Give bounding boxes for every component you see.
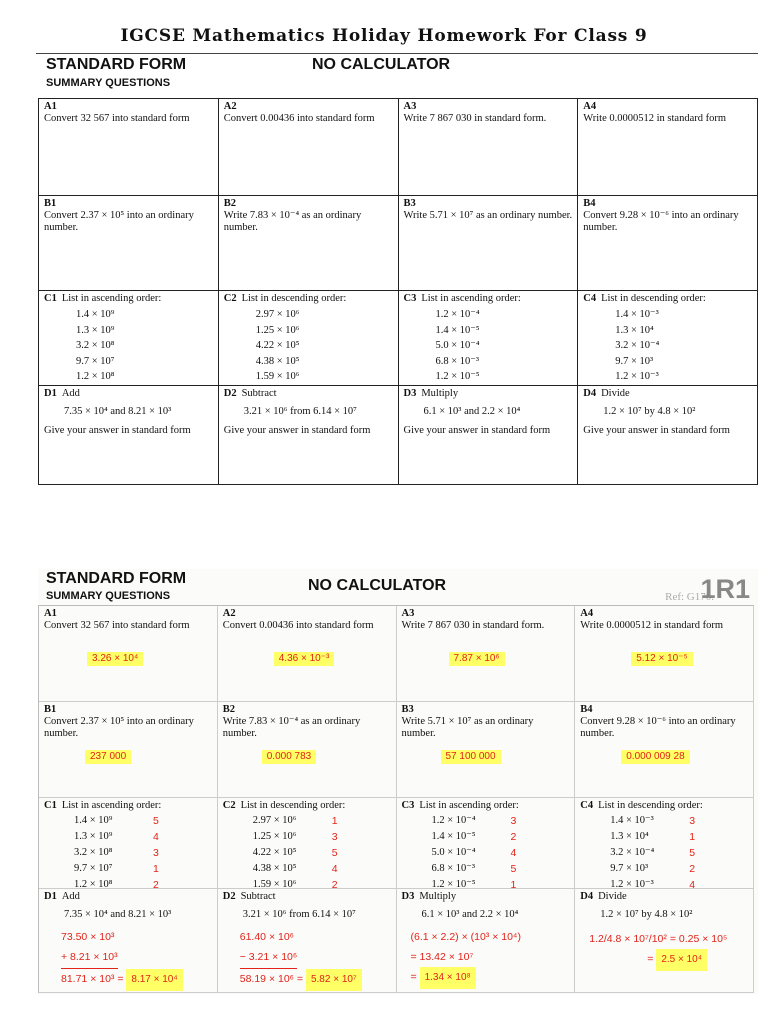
list-value: 9.7 × 10³ [610, 863, 649, 874]
question-text: Convert 0.00436 into standard form [222, 620, 374, 631]
list-item [610, 861, 730, 877]
answer-c2 [218, 798, 397, 889]
question-label: A1 [44, 608, 57, 619]
list-item [74, 845, 194, 861]
question-c2 [219, 291, 399, 386]
question-op: Subtract [240, 891, 276, 902]
answer-highlight: 3.26 × 10⁴ [87, 652, 143, 666]
rank-mark: 3 [510, 815, 517, 827]
question-label: B2 [223, 198, 237, 209]
rank-mark: 5 [331, 847, 338, 859]
work-line: 61.40 × 10⁶ [239, 931, 294, 943]
question-op: Add [61, 891, 80, 902]
question-label: C1 [44, 800, 57, 811]
question-label: A2 [222, 608, 236, 619]
work-line [240, 969, 362, 991]
list-value: 1.4 × 10⁻³ [610, 815, 654, 826]
list-item: 1.59 × 10⁶ [255, 371, 300, 382]
list-item [610, 845, 730, 861]
work-text: = [647, 953, 654, 965]
question-label: D2 [222, 891, 236, 902]
work-text: 81.71 × 10³ = [61, 973, 124, 985]
number-list [253, 813, 391, 889]
list-value: 9.7 × 10⁷ [74, 863, 113, 874]
question-expression: 3.21 × 10⁶ from 6.14 × 10⁷ [243, 406, 357, 417]
question-b1 [39, 196, 219, 291]
list-item: 5.0 × 10⁻⁴ [435, 340, 480, 351]
list-item [253, 813, 373, 829]
list-item [253, 877, 373, 889]
question-d4 [578, 386, 758, 485]
question-c3 [399, 291, 579, 386]
list-item: 1.2 × 10⁻⁴ [435, 309, 480, 320]
question-label: A4 [580, 608, 594, 619]
list-item: 1.25 × 10⁶ [255, 324, 300, 336]
question-label: A3 [403, 101, 417, 112]
question-label: D4 [583, 388, 597, 399]
question-text: List in descending order: [598, 800, 703, 811]
list-value: 1.4 × 10⁹ [74, 815, 113, 826]
question-label: B4 [580, 704, 593, 715]
list-value: 1.4 × 10⁻⁵ [431, 831, 476, 842]
list-item: 1.2 × 10⁻⁵ [435, 371, 480, 382]
list-value: 1.2 × 10⁸ [74, 879, 113, 889]
number-list [76, 307, 213, 385]
rank-mark: 2 [510, 831, 517, 843]
question-label: D4 [580, 891, 594, 902]
section-title: STANDARD FORM [46, 570, 187, 587]
number-list [436, 307, 573, 385]
question-expression: 3.21 × 10⁶ from 6.14 × 10⁷ [242, 909, 356, 920]
list-item: 6.8 × 10⁻³ [435, 355, 479, 367]
work-line: 73.50 × 10³ [61, 931, 115, 943]
question-text: Convert 0.00436 into standard form [223, 113, 375, 124]
list-item [74, 829, 194, 845]
question-text: Write 7 867 030 in standard form. [403, 113, 547, 124]
question-expression: 7.35 × 10⁴ and 8.21 × 10³ [64, 909, 172, 920]
answer-highlight: 57 100 000 [441, 750, 501, 764]
list-value: 3.2 × 10⁸ [74, 847, 113, 858]
answer-d4 [575, 889, 754, 993]
section-subtitle: SUMMARY QUESTIONS [46, 77, 171, 89]
rank-mark: 3 [153, 847, 159, 859]
question-op: Divide [601, 388, 630, 399]
rank-mark: 4 [153, 831, 159, 843]
answer-d1 [39, 889, 218, 993]
list-item [432, 845, 552, 861]
rank-mark: 2 [331, 879, 338, 889]
question-expression: 6.1 × 10³ and 2.2 × 10⁴ [421, 909, 519, 920]
question-label: C1 [44, 293, 57, 304]
list-item [253, 861, 373, 877]
reference-code: 1R1 [700, 574, 750, 604]
work-line-underlined: − 3.21 × 10⁶ [240, 947, 297, 969]
list-item: 1.4 × 10⁻³ [615, 309, 659, 320]
question-text: List in ascending order: [61, 293, 162, 304]
answer-b4 [575, 702, 754, 798]
question-expression: 1.2 × 10⁷ by 4.8 × 10² [600, 909, 693, 920]
question-footer: Give your answer in standard form [223, 425, 371, 436]
question-label: B3 [403, 198, 416, 209]
list-item [74, 877, 194, 889]
list-value: 5.0 × 10⁻⁴ [431, 847, 476, 858]
question-text: Write 7.83 × 10⁻⁴ as an ordinary number. [222, 716, 361, 739]
question-text: Write 5.71 × 10⁷ as an ordinary number. [403, 210, 573, 221]
list-item: 4.22 × 10⁵ [255, 340, 300, 351]
work-text: = [410, 971, 417, 983]
questions-section [38, 55, 758, 487]
number-list [615, 307, 752, 385]
question-b4 [578, 196, 758, 291]
question-expression: 6.1 × 10³ and 2.2 × 10⁴ [423, 406, 521, 417]
question-label: B1 [44, 198, 57, 209]
question-label: A2 [223, 101, 237, 112]
question-label: B2 [222, 704, 236, 715]
question-a4 [578, 99, 758, 196]
question-text: Convert 32 567 into standard form [44, 620, 190, 631]
question-footer: Give your answer in standard form [583, 425, 730, 436]
rank-mark: 5 [153, 815, 159, 827]
answer-a4 [575, 606, 754, 702]
answer-d3 [397, 889, 576, 993]
question-footer: Give your answer in standard form [403, 425, 551, 436]
list-item [432, 813, 552, 829]
work-text: 58.19 × 10⁶ = [239, 973, 304, 985]
list-item [610, 829, 730, 845]
number-list [74, 813, 212, 889]
question-a3 [399, 99, 579, 196]
list-item [74, 813, 194, 829]
question-text: Convert 32 567 into standard form [44, 113, 190, 124]
list-value: 1.3 × 10⁴ [610, 831, 649, 842]
question-label: C4 [580, 800, 594, 811]
page-title: IGCSE Mathematics Holiday Homework For Class 9 [120, 26, 648, 46]
question-label: A1 [44, 101, 57, 112]
rank-mark: 3 [689, 815, 696, 827]
answers-grid [38, 605, 754, 993]
question-op: Subtract [241, 388, 277, 399]
work-line [589, 949, 727, 971]
list-item [610, 813, 730, 829]
answer-c4 [575, 798, 754, 889]
question-text: Write 7 867 030 in standard form. [401, 620, 545, 631]
rank-mark: 1 [153, 863, 159, 875]
question-text: List in ascending order: [419, 800, 519, 811]
answer-highlight: 5.12 × 10⁻⁵ [631, 652, 692, 666]
question-c1 [39, 291, 219, 386]
answer-highlight: 0.000 009 28 [621, 750, 689, 764]
list-item: 2.97 × 10⁶ [255, 309, 300, 320]
question-c4 [578, 291, 758, 386]
question-text: List in ascending order: [421, 293, 521, 304]
list-item [432, 877, 552, 889]
question-label: D2 [223, 388, 237, 399]
rank-mark: 5 [510, 863, 517, 875]
list-value: 6.8 × 10⁻³ [431, 863, 475, 874]
question-label: A4 [583, 101, 597, 112]
work-line: 1.2/4.8 × 10⁷/10² = 0.25 × 10⁵ [589, 933, 728, 945]
question-d2 [219, 386, 399, 485]
list-item [253, 845, 373, 861]
rank-mark: 5 [689, 847, 696, 859]
question-a2 [219, 99, 399, 196]
question-op: Divide [598, 891, 627, 902]
list-item [432, 829, 552, 845]
questions-grid [38, 98, 758, 485]
question-label: C3 [401, 800, 415, 811]
work-line [61, 947, 183, 969]
number-list [432, 813, 570, 889]
question-a1 [39, 99, 219, 196]
question-d3 [399, 386, 579, 485]
answer-c3 [397, 798, 576, 889]
list-item: 9.7 × 10⁷ [76, 355, 115, 367]
list-item [610, 877, 730, 889]
section-subtitle: SUMMARY QUESTIONS [46, 590, 171, 602]
question-text: List in ascending order: [61, 800, 162, 811]
list-item: 1.2 × 10⁸ [76, 371, 115, 382]
answer-b1 [39, 702, 218, 798]
reference-label: Ref: G170. [665, 591, 714, 603]
rank-mark: 3 [331, 831, 338, 843]
answer-highlight: 4.36 × 10⁻³ [274, 652, 335, 666]
list-value: 1.59 × 10⁶ [252, 879, 297, 889]
list-item: 4.38 × 10⁵ [255, 355, 300, 367]
question-expression: 7.35 × 10⁴ and 8.21 × 10³ [64, 406, 172, 417]
work-line [61, 969, 183, 991]
question-text: Write 7.83 × 10⁻⁴ as an ordinary number. [223, 210, 362, 233]
rank-mark: 4 [510, 847, 517, 859]
rank-mark: 2 [153, 879, 159, 889]
work-line [240, 947, 362, 969]
question-label: B4 [583, 198, 596, 209]
list-item: 1.3 × 10⁴ [615, 324, 654, 336]
answer-highlight: 237 000 [85, 750, 131, 764]
list-item: 1.3 × 10⁹ [76, 324, 115, 336]
rank-mark: 1 [689, 831, 696, 843]
final-answer: 2.5 × 10⁴ [656, 949, 707, 971]
work-line [411, 967, 521, 989]
question-expression: 1.2 × 10⁷ by 4.8 × 10² [603, 406, 696, 417]
work-line: (6.1 × 2.2) × (10³ × 10⁴) [410, 931, 521, 943]
answer-a1 [39, 606, 218, 702]
question-label: A3 [401, 608, 415, 619]
number-list [610, 813, 748, 889]
final-answer: 8.17 × 10⁴ [126, 969, 182, 991]
question-op: Multiply [419, 891, 457, 902]
list-value: 3.2 × 10⁻⁴ [610, 847, 655, 858]
question-text: Convert 9.28 × 10⁻⁶ into an ordinary number. [583, 210, 739, 233]
list-value: 4.22 × 10⁵ [252, 847, 297, 858]
work-line: = 13.42 × 10⁷ [410, 951, 474, 963]
question-label: C2 [223, 293, 237, 304]
work-line-underlined: + 8.21 × 10³ [61, 947, 118, 969]
question-op: Multiply [421, 388, 459, 399]
answer-a2 [218, 606, 397, 702]
question-text: Write 0.0000512 in standard form [583, 113, 727, 124]
list-value: 1.25 × 10⁶ [252, 831, 297, 842]
answer-highlight: 0.000 783 [262, 750, 317, 764]
answer-b3 [397, 702, 576, 798]
calculator-note: NO CALCULATOR [312, 56, 451, 73]
list-item: 1.4 × 10⁻⁵ [435, 324, 480, 336]
question-label: D1 [44, 891, 57, 902]
worked-solution [589, 929, 727, 971]
worked-solution [61, 927, 183, 991]
question-label: C4 [583, 293, 597, 304]
list-item [432, 861, 552, 877]
question-b2 [219, 196, 399, 291]
question-label: D3 [403, 388, 417, 399]
section-title: STANDARD FORM [46, 56, 187, 73]
question-text: Convert 9.28 × 10⁻⁶ into an ordinary number. [580, 716, 736, 739]
list-item [74, 861, 194, 877]
question-label: C2 [222, 800, 236, 811]
question-label: D1 [44, 388, 57, 399]
list-value: 1.2 × 10⁻⁵ [431, 879, 476, 889]
rank-mark: 1 [331, 815, 338, 827]
final-answer: 1.34 × 10⁸ [420, 967, 476, 989]
worked-solution [240, 927, 362, 991]
answer-a3 [397, 606, 576, 702]
calculator-note: NO CALCULATOR [308, 577, 447, 594]
list-value: 1.3 × 10⁹ [74, 831, 113, 842]
worked-solution [411, 927, 521, 989]
list-value: 1.2 × 10⁻⁴ [431, 815, 476, 826]
final-answer: 5.82 × 10⁷ [306, 969, 362, 991]
list-item: 9.7 × 10³ [615, 355, 654, 367]
question-label: B1 [44, 704, 57, 715]
title-divider [36, 53, 758, 54]
question-d1 [39, 386, 219, 485]
question-label: B3 [401, 704, 414, 715]
list-value: 1.2 × 10⁻³ [610, 879, 654, 889]
question-text: Convert 2.37 × 10⁵ into an ordinary number. [44, 716, 194, 739]
question-text: List in descending order: [241, 293, 347, 304]
answer-c1 [39, 798, 218, 889]
list-value: 4.38 × 10⁵ [252, 863, 297, 874]
question-label: D3 [401, 891, 415, 902]
rank-mark: 4 [689, 879, 696, 889]
answers-section [38, 569, 758, 994]
question-text: Write 0.0000512 in standard form [580, 620, 724, 631]
question-text: List in descending order: [240, 800, 346, 811]
list-item: 3.2 × 10⁸ [76, 340, 115, 351]
question-label: C3 [403, 293, 417, 304]
question-b3 [399, 196, 579, 291]
number-list [256, 307, 393, 385]
list-value: 2.97 × 10⁶ [252, 815, 297, 826]
question-text: Convert 2.37 × 10⁵ into an ordinary number. [44, 210, 194, 233]
answer-highlight: 7.87 × 10⁶ [449, 652, 505, 666]
question-op: Add [61, 388, 80, 399]
rank-mark: 2 [689, 863, 696, 875]
list-item: 1.4 × 10⁹ [76, 309, 115, 320]
list-item: 3.2 × 10⁻⁴ [615, 340, 660, 351]
answer-b2 [218, 702, 397, 798]
question-footer: Give your answer in standard form [44, 425, 191, 436]
list-item: 1.2 × 10⁻³ [615, 371, 659, 382]
question-text: Write 5.71 × 10⁷ as an ordinary number. [401, 716, 534, 739]
answer-d2 [218, 889, 397, 993]
list-item [253, 829, 373, 845]
rank-mark: 1 [510, 879, 517, 889]
question-text: List in descending order: [601, 293, 706, 304]
rank-mark: 4 [331, 863, 338, 875]
